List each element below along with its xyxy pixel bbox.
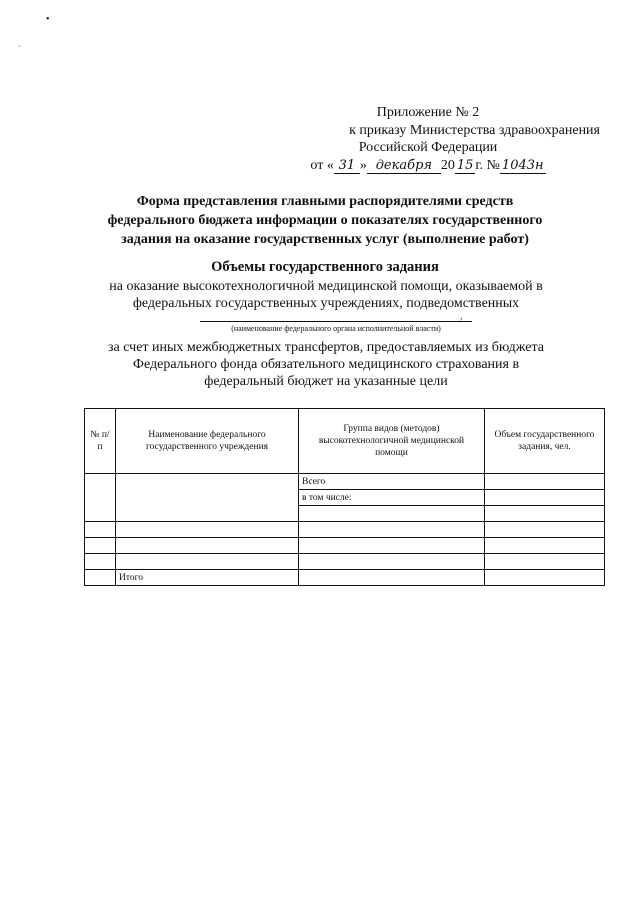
header-volume: Объем государственного задания, чел. (485, 409, 605, 474)
header-institution: Наименование федерального государственного учреждения (116, 409, 299, 474)
form-heading-line2: федерального бюджета информации о показателях государственного (107, 213, 543, 228)
annex-country: Российской Федерации (358, 140, 498, 155)
cell-care-group (299, 506, 485, 522)
cell-volume (485, 538, 605, 554)
section-desc-line2: федеральных государственных учреждениях, подведомственных (132, 296, 520, 311)
cell-volume (485, 474, 605, 490)
cell-volume (485, 490, 605, 506)
cell-footer-label: Итого (116, 570, 299, 586)
header-care-group: Группа видов (методов) высокотехнологичной медицинской помощи (299, 409, 485, 474)
funding-desc-line2: Федерального фонда обязательного медицинского страхования в (132, 357, 520, 372)
cell-volume (485, 506, 605, 522)
cell-total-label: Всего (299, 474, 485, 490)
cell-volume (485, 554, 605, 570)
cell-including-label: в том числе: (299, 490, 485, 506)
cell-care-group (299, 538, 485, 554)
funding-desc-line3: федеральный бюджет на указанные цели (204, 374, 448, 389)
cell-care-group (299, 522, 485, 538)
cell-number (85, 474, 116, 522)
table-footer-row (85, 570, 605, 586)
cell-institution (116, 538, 299, 554)
date-prefix: от « (310, 157, 334, 173)
cell-volume (485, 570, 605, 586)
form-heading (70, 192, 580, 249)
date-year-prefix: 20 (440, 157, 455, 173)
table-row (85, 554, 605, 570)
scan-dot-mark: • (46, 14, 50, 25)
funding-description (80, 339, 572, 390)
table-row (85, 474, 605, 490)
scan-tick-mark: ˏ (18, 38, 21, 47)
section-title: Объемы государственного задания (211, 259, 439, 275)
blank-comma: , (460, 311, 463, 321)
annex-block (300, 104, 600, 174)
cell-care-group (299, 570, 485, 586)
table-row (85, 522, 605, 538)
cell-institution (116, 522, 299, 538)
date-sep: » (359, 157, 367, 173)
cell-institution (116, 554, 299, 570)
date-after-year: г. № (475, 157, 500, 173)
funding-desc-line1: за счет иных межбюджетных трансфертов, предоставляемых из бюджета (107, 340, 544, 355)
date-year-suffix: 15 (456, 157, 474, 173)
date-month: декабря (367, 159, 441, 174)
blank-field-hint: (наименование федерального органа исполнительной власти) (200, 321, 472, 333)
header-number: № п/п (85, 409, 116, 474)
section-desc-line1: на оказание высокотехнологичной медицинской помощи, оказываемой в (109, 279, 543, 294)
cell-number (85, 554, 116, 570)
cell-care-group (299, 554, 485, 570)
cell-institution (116, 474, 299, 522)
form-heading-line1: Форма представления главными распорядителями средств (136, 194, 514, 209)
annex-number: Приложение № 2 (376, 105, 480, 120)
cell-number (85, 522, 116, 538)
annex-order-ref: к приказу Министерства здравоохранения (349, 122, 600, 138)
cell-number (85, 570, 116, 586)
order-number: 1043н (501, 157, 544, 173)
table-header-row (85, 409, 605, 474)
table-row (85, 538, 605, 554)
cell-number (85, 538, 116, 554)
annex-date-line (300, 157, 556, 175)
volumes-table (84, 408, 605, 586)
cell-volume (485, 522, 605, 538)
date-day: 31 (334, 159, 360, 174)
form-heading-line3: задания на оказание государственных услуг (выполнение работ) (121, 232, 529, 247)
section-description (80, 278, 572, 312)
